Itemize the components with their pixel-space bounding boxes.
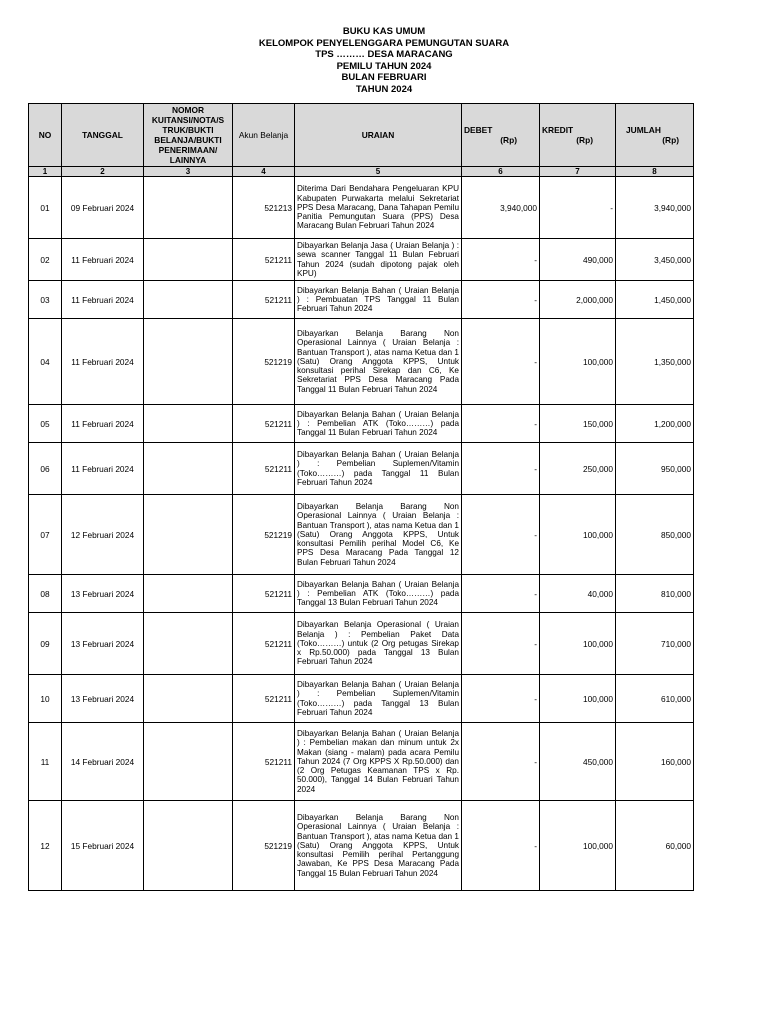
row-no: 11 <box>29 723 62 801</box>
row-no: 05 <box>29 405 62 443</box>
row-akun-belanja: 521211 <box>233 675 295 723</box>
header-jumlah-label: JUMLAH <box>626 125 661 135</box>
row-uraian: Dibayarkan Belanja Bahan ( Uraian Belanja ) : Pembelian ATK (Toko………) pada Tanggal 11 Bulan Februari Tahun 2024 <box>295 405 462 443</box>
column-number: 5 <box>295 167 462 177</box>
row-debet: - <box>462 443 540 495</box>
row-uraian: Dibayarkan Belanja Barang Non Operasional Lainnya ( Uraian Belanja : Bantuan Transport ), atas nama Ketua dan 1 (Satu) Orang Anggota KPPS, Untuk konsultasi Pemilih perihal Model C6, Ke PPS Desa Maracang Pada Tanggal 12 Bulan Februari Tahun 2024 <box>295 495 462 575</box>
row-kredit: - <box>540 177 616 239</box>
row-nomor-bukti <box>144 319 233 405</box>
table-row <box>29 801 694 891</box>
cash-book-table <box>28 103 694 891</box>
row-tanggal: 11 Februari 2024 <box>62 239 144 281</box>
column-number: 7 <box>540 167 616 177</box>
row-no: 09 <box>29 613 62 675</box>
table-row <box>29 575 694 613</box>
row-jumlah: 1,350,000 <box>616 319 694 405</box>
column-number: 6 <box>462 167 540 177</box>
row-jumlah: 850,000 <box>616 495 694 575</box>
row-no: 02 <box>29 239 62 281</box>
row-no: 07 <box>29 495 62 575</box>
row-kredit: 100,000 <box>540 801 616 891</box>
row-kredit: 150,000 <box>540 405 616 443</box>
row-no: 03 <box>29 281 62 319</box>
row-akun-belanja: 521211 <box>233 281 295 319</box>
header-kredit-label: KREDIT <box>542 125 574 135</box>
header-kredit-unit: (Rp) <box>576 135 593 145</box>
row-uraian: Dibayarkan Belanja Bahan ( Uraian Belanja ) : Pembuatan TPS Tanggal 11 Bulan Februari Tahun 2024 <box>295 281 462 319</box>
table-row <box>29 613 694 675</box>
row-nomor-bukti <box>144 723 233 801</box>
document-title-block <box>0 26 768 95</box>
row-tanggal: 15 Februari 2024 <box>62 801 144 891</box>
row-debet: - <box>462 239 540 281</box>
header-akun-belanja: Akun Belanja <box>233 104 295 167</box>
row-nomor-bukti <box>144 801 233 891</box>
column-number: 4 <box>233 167 295 177</box>
row-nomor-bukti <box>144 575 233 613</box>
table-row <box>29 177 694 239</box>
row-tanggal: 11 Februari 2024 <box>62 281 144 319</box>
row-debet: - <box>462 495 540 575</box>
header-jumlah <box>616 104 694 167</box>
row-akun-belanja: 521211 <box>233 613 295 675</box>
row-debet: - <box>462 723 540 801</box>
title-line-1: BUKU KAS UMUM <box>342 26 426 37</box>
row-akun-belanja: 521213 <box>233 177 295 239</box>
row-nomor-bukti <box>144 495 233 575</box>
row-tanggal: 13 Februari 2024 <box>62 613 144 675</box>
row-kredit: 450,000 <box>540 723 616 801</box>
column-number: 1 <box>29 167 62 177</box>
title-line-2: KELOMPOK PENYELENGGARA PEMUNGUTAN SUARA <box>258 37 510 49</box>
row-tanggal: 13 Februari 2024 <box>62 675 144 723</box>
title-line-6: TAHUN 2024 <box>355 83 413 95</box>
row-tanggal: 12 Februari 2024 <box>62 495 144 575</box>
row-nomor-bukti <box>144 405 233 443</box>
row-jumlah: 160,000 <box>616 723 694 801</box>
row-jumlah: 950,000 <box>616 443 694 495</box>
row-kredit: 100,000 <box>540 319 616 405</box>
row-uraian: Dibayarkan Belanja Operasional ( Uraian Belanja ) : Pembelian Paket Data (Toko………) untuk (2 Org petugas Sirekap x Rp.50.000) pada Tanggal 13 Bulan Februari Tahun 2024 <box>295 613 462 675</box>
table-header-row <box>29 104 694 167</box>
header-nomor-bukti: NOMOR KUITANSI/NOTA/S TRUK/BUKTI BELANJA/BUKTI PENERIMAAN/ LAINNYA <box>144 104 233 167</box>
table-row <box>29 723 694 801</box>
column-number: 2 <box>62 167 144 177</box>
title-line-5: BULAN FEBRUARI <box>341 72 427 83</box>
row-kredit: 2,000,000 <box>540 281 616 319</box>
table-row <box>29 495 694 575</box>
column-number: 8 <box>616 167 694 177</box>
table-row <box>29 443 694 495</box>
row-kredit: 100,000 <box>540 495 616 575</box>
header-debet-label: DEBET <box>464 125 493 135</box>
table-row <box>29 281 694 319</box>
row-debet: - <box>462 281 540 319</box>
row-debet: - <box>462 319 540 405</box>
row-jumlah: 1,450,000 <box>616 281 694 319</box>
row-jumlah: 710,000 <box>616 613 694 675</box>
row-kredit: 100,000 <box>540 613 616 675</box>
table-row <box>29 239 694 281</box>
row-jumlah: 1,200,000 <box>616 405 694 443</box>
row-uraian: Diterima Dari Bendahara Pengeluaran KPU Kabupaten Purwakarta melalui Sekretariat PPS Desa Maracang, Dana Tahapan Pemilu Panitia Pemungutan Suara (PPS) Desa Maracang Bulan Februari Tahun 2024 <box>295 177 462 239</box>
header-kredit <box>540 104 616 167</box>
header-jumlah-unit: (Rp) <box>662 135 679 145</box>
row-tanggal: 11 Februari 2024 <box>62 443 144 495</box>
row-nomor-bukti <box>144 281 233 319</box>
row-tanggal: 09 Februari 2024 <box>62 177 144 239</box>
header-debet-unit: (Rp) <box>500 135 517 145</box>
column-number: 3 <box>144 167 233 177</box>
row-nomor-bukti <box>144 443 233 495</box>
header-no: NO <box>29 104 62 167</box>
row-no: 08 <box>29 575 62 613</box>
title-line-4: PEMILU TAHUN 2024 <box>336 60 432 72</box>
row-jumlah: 610,000 <box>616 675 694 723</box>
row-uraian: Dibayarkan Belanja Bahan ( Uraian Belanja ) : Pembelian Suplemen/Vitamin (Toko………) pada Tanggal 11 Bulan Februari Tahun 2024 <box>295 443 462 495</box>
row-akun-belanja: 521211 <box>233 723 295 801</box>
row-uraian: Dibayarkan Belanja Barang Non Operasional Lainnya ( Uraian Belanja : Bantuan Transport ), atas nama Ketua dan 1 (Satu) Orang Anggota KPPS, Untuk konsultasi perihal Sirekap dan C6, Ke Sekretariat PPS Desa Maracang Pada Tanggal 11 Bulan Februari Tahun 2024 <box>295 319 462 405</box>
row-no: 04 <box>29 319 62 405</box>
row-debet: - <box>462 575 540 613</box>
row-no: 01 <box>29 177 62 239</box>
row-akun-belanja: 521211 <box>233 443 295 495</box>
row-no: 10 <box>29 675 62 723</box>
row-uraian: Dibayarkan Belanja Bahan ( Uraian Belanja ) : Pembelian Suplemen/Vitamin (Toko………) pada Tanggal 13 Bulan Februari Tahun 2024 <box>295 675 462 723</box>
row-nomor-bukti <box>144 177 233 239</box>
row-akun-belanja: 521211 <box>233 239 295 281</box>
row-debet: - <box>462 801 540 891</box>
row-kredit: 490,000 <box>540 239 616 281</box>
row-akun-belanja: 521211 <box>233 575 295 613</box>
column-number-row <box>29 167 694 177</box>
row-jumlah: 3,940,000 <box>616 177 694 239</box>
row-uraian: Dibayarkan Belanja Barang Non Operasional Lainnya ( Uraian Belanja : Bantuan Transport ), atas nama Ketua dan 1 (Satu) Orang Anggota KPPS, Untuk konsultasi Pemilih perihal Pertanggung Jawaban, Ke PPS Desa Maracang Pada Tanggal 15 Bulan Februari Tahun 2024 <box>295 801 462 891</box>
header-debet <box>462 104 540 167</box>
row-tanggal: 13 Februari 2024 <box>62 575 144 613</box>
table-row <box>29 675 694 723</box>
row-uraian: Dibayarkan Belanja Jasa ( Uraian Belanja ) : sewa scanner Tanggal 11 Bulan Februari Tahun 2024 (sudah dipotong pajak oleh KPU) <box>295 239 462 281</box>
row-kredit: 250,000 <box>540 443 616 495</box>
row-kredit: 100,000 <box>540 675 616 723</box>
row-no: 12 <box>29 801 62 891</box>
row-jumlah: 3,450,000 <box>616 239 694 281</box>
row-nomor-bukti <box>144 239 233 281</box>
row-jumlah: 810,000 <box>616 575 694 613</box>
table-row <box>29 319 694 405</box>
header-tanggal: TANGGAL <box>62 104 144 167</box>
row-tanggal: 11 Februari 2024 <box>62 405 144 443</box>
row-uraian: Dibayarkan Belanja Bahan ( Uraian Belanja ) : Pembelian makan dan minum untuk 2x Makan (siang - malam) pada acara Pemilu Tahun 2024 (7 Org KPPS X Rp.50.000) dan (2 Org Petugas Keamanan TPS x Rp. 50.000), Tanggal 14 Bulan Februari Tahun 2024 <box>295 723 462 801</box>
header-uraian: URAIAN <box>295 104 462 167</box>
row-debet: - <box>462 405 540 443</box>
row-akun-belanja: 521219 <box>233 495 295 575</box>
row-debet: - <box>462 675 540 723</box>
title-line-3: TPS ……… DESA MARACANG <box>315 49 453 60</box>
row-debet: 3,940,000 <box>462 177 540 239</box>
row-akun-belanja: 521219 <box>233 801 295 891</box>
row-uraian: Dibayarkan Belanja Bahan ( Uraian Belanja ) : Pembelian ATK (Toko………) pada Tanggal 13 Bulan Februari Tahun 2024 <box>295 575 462 613</box>
row-nomor-bukti <box>144 613 233 675</box>
row-jumlah: 60,000 <box>616 801 694 891</box>
table-row <box>29 405 694 443</box>
row-tanggal: 11 Februari 2024 <box>62 319 144 405</box>
row-nomor-bukti <box>144 675 233 723</box>
row-akun-belanja: 521211 <box>233 405 295 443</box>
row-no: 06 <box>29 443 62 495</box>
row-kredit: 40,000 <box>540 575 616 613</box>
row-tanggal: 14 Februari 2024 <box>62 723 144 801</box>
row-akun-belanja: 521219 <box>233 319 295 405</box>
row-debet: - <box>462 613 540 675</box>
